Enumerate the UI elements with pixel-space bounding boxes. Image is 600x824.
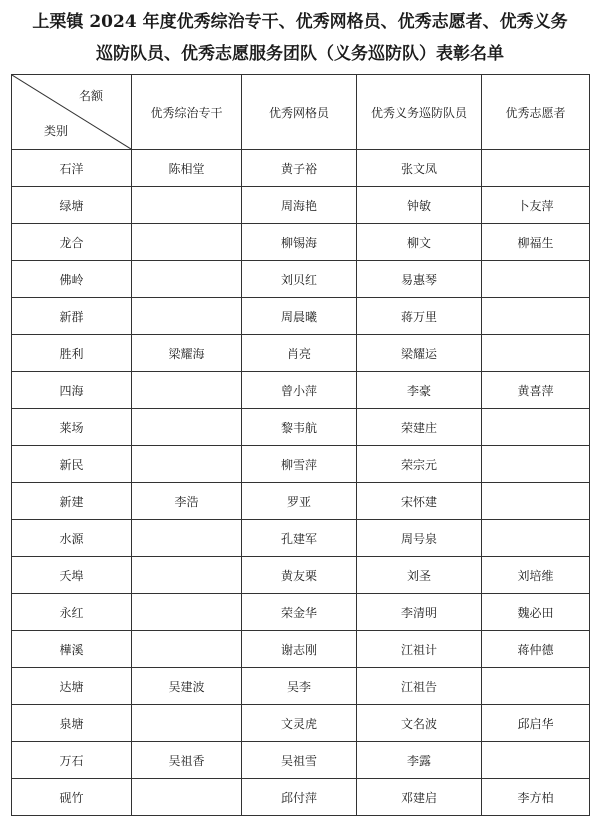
volunteer-cell: 蒋仲德 xyxy=(482,631,590,668)
table-row xyxy=(12,705,590,742)
table-row xyxy=(12,261,590,298)
table-row xyxy=(12,187,590,224)
table-row xyxy=(12,150,590,187)
village-name-cell: 永红 xyxy=(12,594,132,631)
patrol-member-cell: 梁耀运 xyxy=(357,335,482,372)
grid-member-cell: 黄子裕 xyxy=(242,150,357,187)
volunteer-cell: 刘培维 xyxy=(482,557,590,594)
volunteer-cell xyxy=(482,335,590,372)
patrol-member-cell: 荣建庄 xyxy=(357,409,482,446)
table-row xyxy=(12,446,590,483)
village-name-cell: 石洋 xyxy=(12,150,132,187)
comprehensive-officer-cell xyxy=(132,631,242,668)
volunteer-cell xyxy=(482,446,590,483)
grid-member-cell: 肖亮 xyxy=(242,335,357,372)
volunteer-cell: 柳福生 xyxy=(482,224,590,261)
patrol-member-cell: 钟敏 xyxy=(357,187,482,224)
volunteer-cell xyxy=(482,520,590,557)
grid-member-cell: 孔建军 xyxy=(242,520,357,557)
patrol-member-cell: 刘圣 xyxy=(357,557,482,594)
grid-member-cell: 周晨曦 xyxy=(242,298,357,335)
volunteer-cell xyxy=(482,668,590,705)
patrol-member-cell: 柳文 xyxy=(357,224,482,261)
grid-member-cell: 荣金华 xyxy=(242,594,357,631)
village-name-cell: 龙合 xyxy=(12,224,132,261)
volunteer-cell xyxy=(482,483,590,520)
table-row xyxy=(12,372,590,409)
corner-label-quota: 名额 xyxy=(78,89,103,103)
table-row xyxy=(12,298,590,335)
comprehensive-officer-cell: 梁耀海 xyxy=(132,335,242,372)
title-line-2: 巡防队员、优秀志愿服务团队（义务巡防队）表彰名单 xyxy=(96,44,504,64)
grid-member-cell: 吴李 xyxy=(242,668,357,705)
village-name-cell: 樺溪 xyxy=(12,631,132,668)
column-header-grid-member: 优秀网格员 xyxy=(242,75,357,150)
corner-label-category: 类别 xyxy=(44,124,69,138)
patrol-member-cell: 李清明 xyxy=(357,594,482,631)
grid-member-cell: 谢志刚 xyxy=(242,631,357,668)
comprehensive-officer-cell xyxy=(132,409,242,446)
table-row xyxy=(12,335,590,372)
patrol-member-cell: 周号泉 xyxy=(357,520,482,557)
patrol-member-cell: 邓建启 xyxy=(357,779,482,816)
table-row xyxy=(12,779,590,816)
table-row xyxy=(12,631,590,668)
village-name-cell: 新建 xyxy=(12,483,132,520)
table-row xyxy=(12,520,590,557)
patrol-member-cell: 宋怀建 xyxy=(357,483,482,520)
column-header-patrol-member: 优秀义务巡防队员 xyxy=(357,75,482,150)
comprehensive-officer-cell: 陈相堂 xyxy=(132,150,242,187)
village-name-cell: 夭埠 xyxy=(12,557,132,594)
comprehensive-officer-cell xyxy=(132,187,242,224)
patrol-member-cell: 李露 xyxy=(357,742,482,779)
comprehensive-officer-cell xyxy=(132,705,242,742)
grid-member-cell: 罗亚 xyxy=(242,483,357,520)
corner-header-cell xyxy=(12,75,132,150)
grid-member-cell: 柳锡海 xyxy=(242,224,357,261)
comprehensive-officer-cell xyxy=(132,261,242,298)
grid-member-cell: 吴祖雪 xyxy=(242,742,357,779)
volunteer-cell: 黄喜萍 xyxy=(482,372,590,409)
diagonal-divider xyxy=(12,75,131,149)
volunteer-cell xyxy=(482,742,590,779)
grid-member-cell: 刘贝红 xyxy=(242,261,357,298)
volunteer-cell: 邱启华 xyxy=(482,705,590,742)
comprehensive-officer-cell xyxy=(132,224,242,261)
village-name-cell: 四海 xyxy=(12,372,132,409)
volunteer-cell xyxy=(482,150,590,187)
table-row xyxy=(12,557,590,594)
patrol-member-cell: 蒋万里 xyxy=(357,298,482,335)
patrol-member-cell: 李豪 xyxy=(357,372,482,409)
grid-member-cell: 柳雪萍 xyxy=(242,446,357,483)
award-roster-table xyxy=(11,74,590,816)
table-row xyxy=(12,668,590,705)
volunteer-cell: 李方柏 xyxy=(482,779,590,816)
village-name-cell: 新民 xyxy=(12,446,132,483)
village-name-cell: 万石 xyxy=(12,742,132,779)
patrol-member-cell: 江祖计 xyxy=(357,631,482,668)
table-row xyxy=(12,224,590,261)
comprehensive-officer-cell: 李浩 xyxy=(132,483,242,520)
patrol-member-cell: 江祖告 xyxy=(357,668,482,705)
village-name-cell: 胜利 xyxy=(12,335,132,372)
grid-member-cell: 黄友栗 xyxy=(242,557,357,594)
volunteer-cell xyxy=(482,261,590,298)
comprehensive-officer-cell xyxy=(132,372,242,409)
comprehensive-officer-cell xyxy=(132,446,242,483)
volunteer-cell xyxy=(482,409,590,446)
column-header-volunteer: 优秀志愿者 xyxy=(482,75,590,150)
comprehensive-officer-cell xyxy=(132,557,242,594)
table-row xyxy=(12,742,590,779)
grid-member-cell: 周海艳 xyxy=(242,187,357,224)
village-name-cell: 佛岭 xyxy=(12,261,132,298)
grid-member-cell: 曾小萍 xyxy=(242,372,357,409)
volunteer-cell xyxy=(482,298,590,335)
village-name-cell: 达塘 xyxy=(12,668,132,705)
document-title xyxy=(0,6,600,70)
village-name-cell: 泉塘 xyxy=(12,705,132,742)
grid-member-cell: 邱付萍 xyxy=(242,779,357,816)
village-name-cell: 砚竹 xyxy=(12,779,132,816)
patrol-member-cell: 文名波 xyxy=(357,705,482,742)
table-row xyxy=(12,409,590,446)
table-row xyxy=(12,483,590,520)
village-name-cell: 绿塘 xyxy=(12,187,132,224)
table-row xyxy=(12,594,590,631)
patrol-member-cell: 易惠琴 xyxy=(357,261,482,298)
patrol-member-cell: 荣宗元 xyxy=(357,446,482,483)
comprehensive-officer-cell xyxy=(132,594,242,631)
patrol-member-cell: 张文凤 xyxy=(357,150,482,187)
comprehensive-officer-cell: 吴建波 xyxy=(132,668,242,705)
column-header-comprehensive-officer: 优秀综治专干 xyxy=(132,75,242,150)
village-name-cell: 莱场 xyxy=(12,409,132,446)
comprehensive-officer-cell: 吴祖香 xyxy=(132,742,242,779)
volunteer-cell: 卜友萍 xyxy=(482,187,590,224)
grid-member-cell: 黎韦航 xyxy=(242,409,357,446)
village-name-cell: 新群 xyxy=(12,298,132,335)
volunteer-cell: 魏必田 xyxy=(482,594,590,631)
village-name-cell: 水源 xyxy=(12,520,132,557)
comprehensive-officer-cell xyxy=(132,298,242,335)
title-line-1: 上栗镇 2024 年度优秀综治专干、优秀网格员、优秀志愿者、优秀义务 xyxy=(32,12,568,32)
table-header-row xyxy=(12,75,590,150)
grid-member-cell: 文灵虎 xyxy=(242,705,357,742)
comprehensive-officer-cell xyxy=(132,520,242,557)
comprehensive-officer-cell xyxy=(132,779,242,816)
